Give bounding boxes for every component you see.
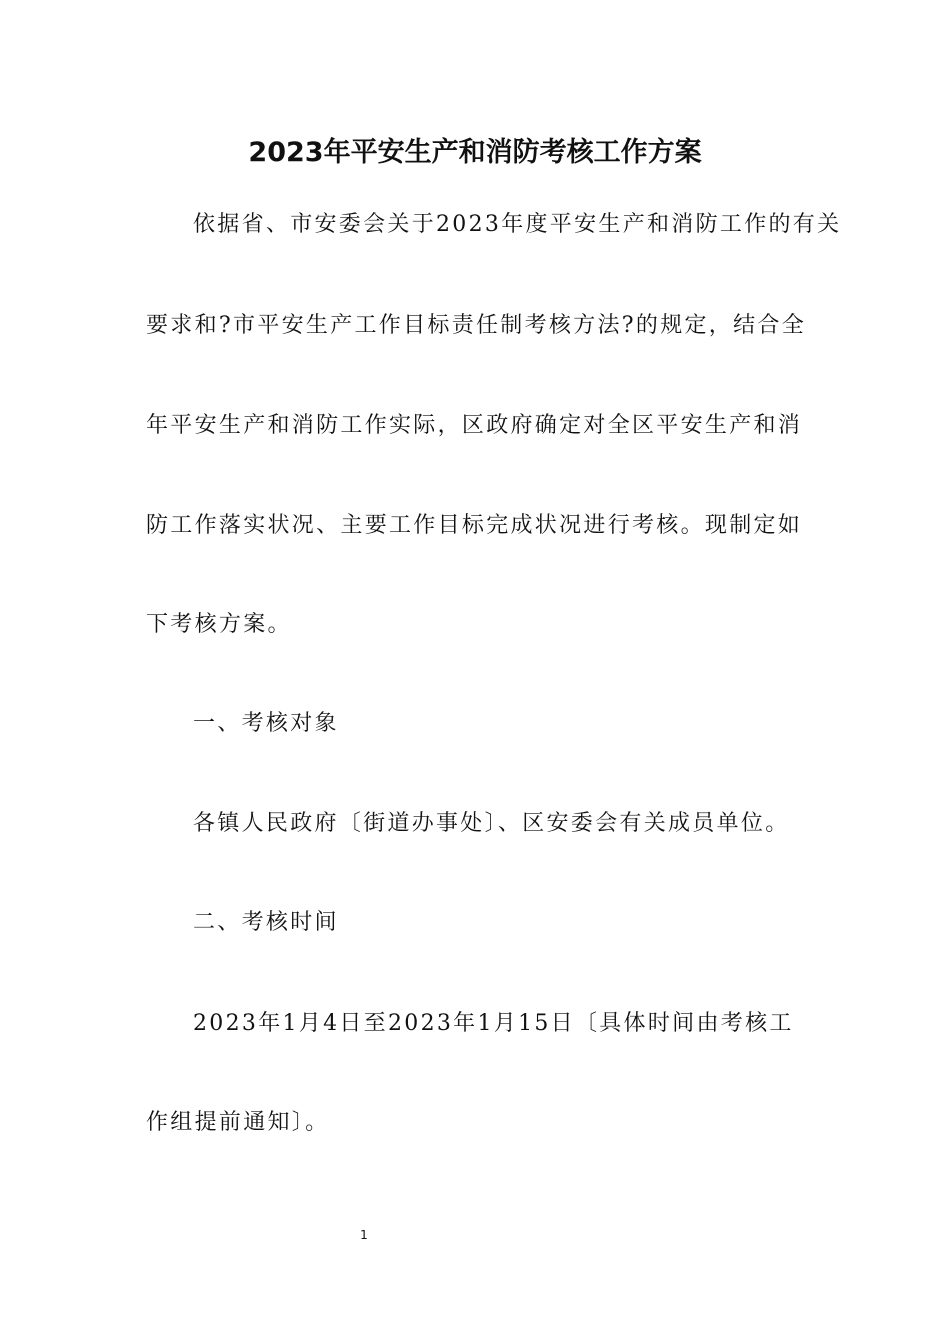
document-title: 2023年平安生产和消防考核工作方案	[248, 137, 702, 168]
section2-heading: 二、考核时间	[193, 910, 339, 935]
intro-line-2: 要求和?市平安生产工作目标责任制考核方法?的规定，结合全	[146, 313, 806, 338]
section1-heading: 一、考核对象	[193, 711, 339, 736]
page-number: 1	[360, 1228, 368, 1242]
section2-body-line-1: 2023年1月4日至2023年1月15日〔具体时间由考核工	[193, 1011, 794, 1036]
section2-body-line-2: 作组提前通知〕。	[146, 1110, 330, 1135]
intro-line-4: 防工作落实状况、主要工作目标完成状况进行考核。现制定如	[146, 513, 803, 538]
intro-line-1: 依据省、市安委会关于2023年度平安生产和消防工作的有关	[193, 212, 842, 237]
intro-line-3: 年平安生产和消防工作实际，区政府确定对全区平安生产和消	[146, 413, 803, 438]
intro-line-5: 下考核方案。	[146, 612, 292, 637]
section1-body: 各镇人民政府〔街道办事处〕、区安委会有关成员单位。	[193, 811, 790, 836]
